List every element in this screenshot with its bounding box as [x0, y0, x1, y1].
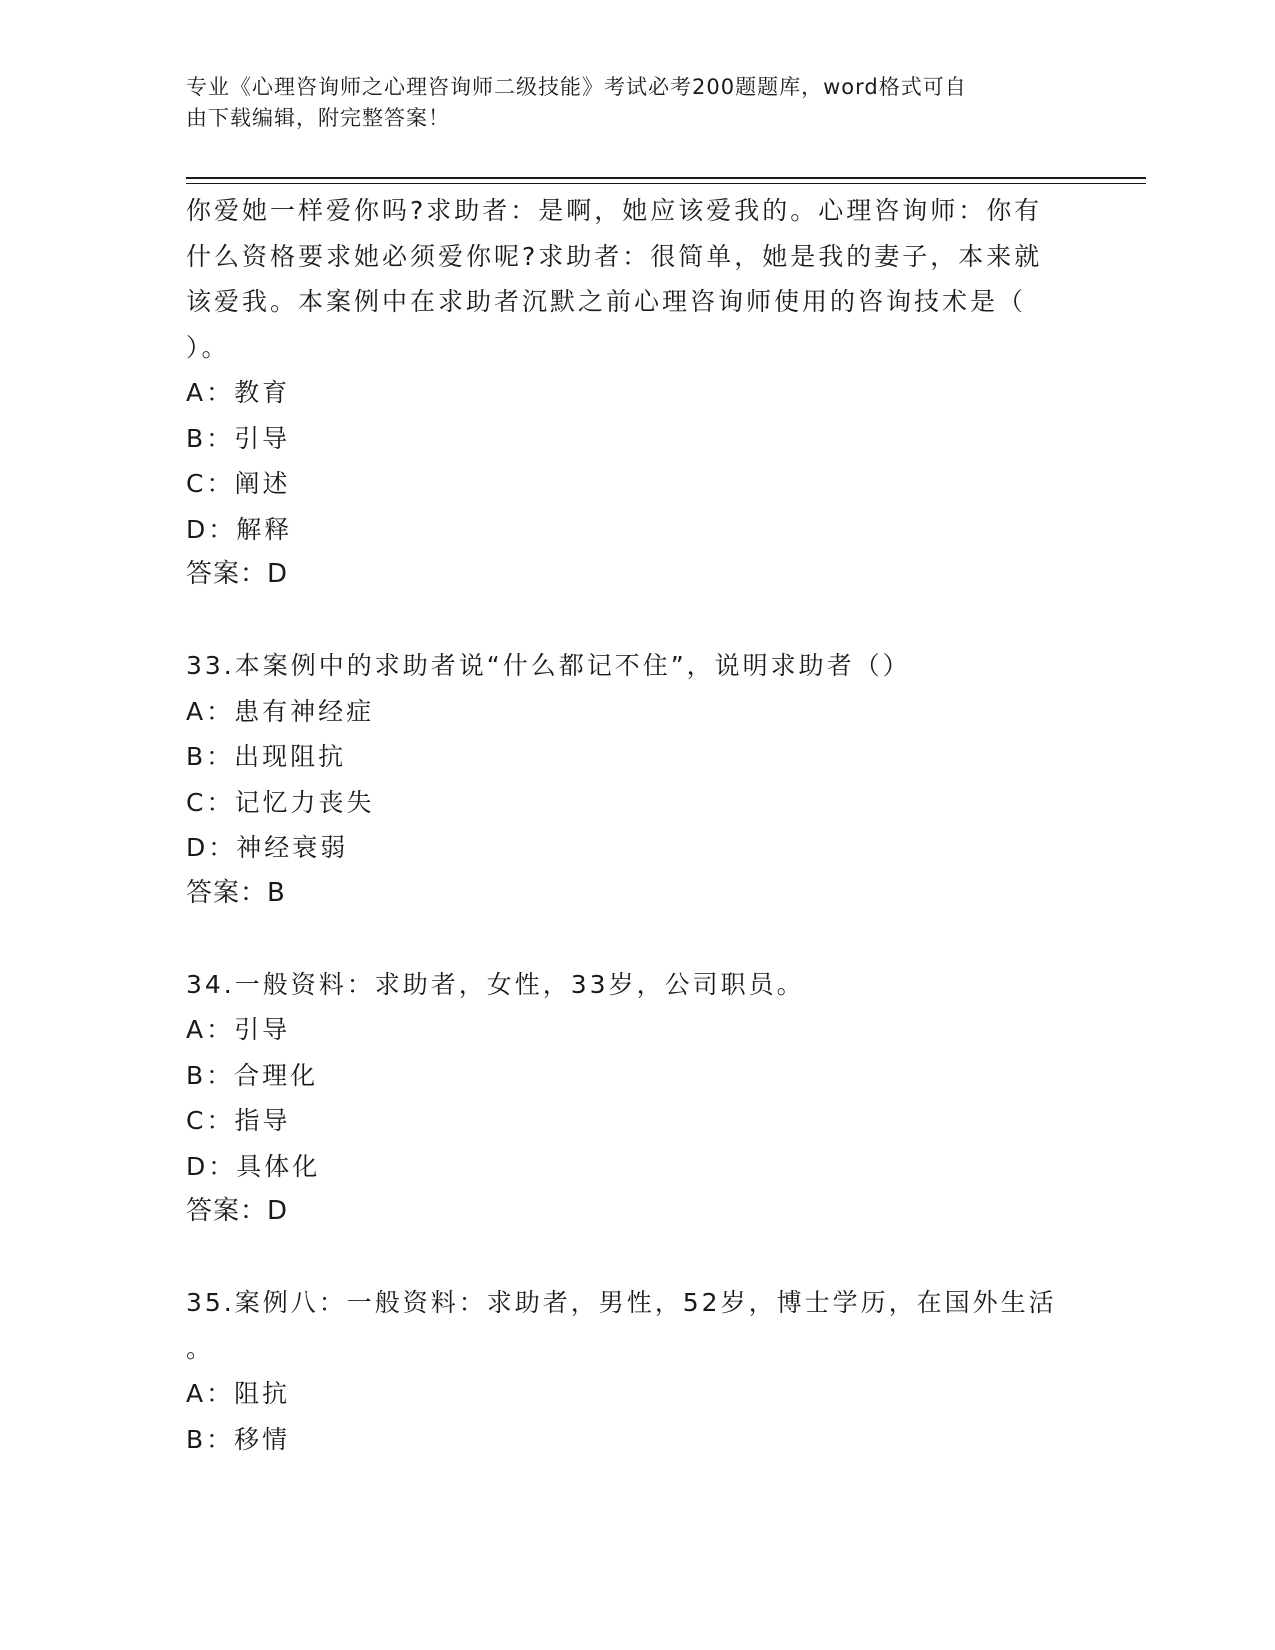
option-d: D：解释: [186, 514, 293, 544]
option-d: D：神经衰弱: [186, 833, 349, 862]
question-35: [186, 1280, 1086, 1462]
question-text-line: 33.本案例中的求助者说“什么都记不住”，说明求助者（）: [186, 651, 911, 680]
question-34: [186, 962, 1086, 1235]
option-a: A：引导: [186, 1015, 291, 1044]
option-c: C：记忆力丧失: [186, 787, 375, 817]
option-b: B：引导: [186, 423, 291, 453]
option-a: A：患有神经症: [186, 696, 375, 726]
answer-line: 答案：D: [186, 1196, 289, 1226]
question-text-line: 。: [186, 1333, 215, 1363]
header-divider-thin: [186, 183, 1146, 184]
question-text-line: 35.案例八：一般资料：求助者，男性，52岁，博士学历，在国外生活: [186, 1288, 1057, 1317]
option-b: B：出现阻抗: [186, 742, 347, 771]
option-a: A：教育: [186, 378, 291, 407]
option-b: B：移情: [186, 1424, 291, 1454]
spacer: [186, 598, 1086, 644]
question-text-line: 你爱她一样爱你吗?求助者：是啊，她应该爱我的。心理咨询师：你有: [186, 196, 1043, 225]
spacer: [186, 1235, 1086, 1281]
option-a: A：阻抗: [186, 1379, 291, 1408]
spacer: [186, 916, 1086, 962]
option-b: B：合理化: [186, 1060, 319, 1090]
question-text-line: ）。: [186, 332, 230, 362]
answer-line: 答案：D: [186, 559, 289, 589]
answer-line: 答案：B: [186, 877, 286, 908]
option-d: D：具体化: [186, 1151, 321, 1181]
question-33: [186, 643, 1086, 916]
question-text-line: 该爱我。本案例中在求助者沉默之前心理咨询师使用的咨询技术是（: [186, 287, 1027, 316]
question-content: [186, 188, 1086, 1462]
header-divider-thick: [186, 177, 1146, 179]
option-c: C：指导: [186, 1106, 291, 1135]
question-text-line: 什么资格要求她必须爱你呢?求助者：很简单，她是我的妻子，本来就: [186, 241, 1043, 271]
question-text-line: 34.一般资料：求助者，女性，33岁，公司职员。: [186, 969, 805, 999]
option-c: C：阐述: [186, 469, 291, 498]
document-header: 专业《心理咨询师之心理咨询师二级技能》考试必考200题题库，word格式可自 由下载编辑，附完整答案！: [186, 75, 967, 130]
question-32: [186, 188, 1086, 598]
